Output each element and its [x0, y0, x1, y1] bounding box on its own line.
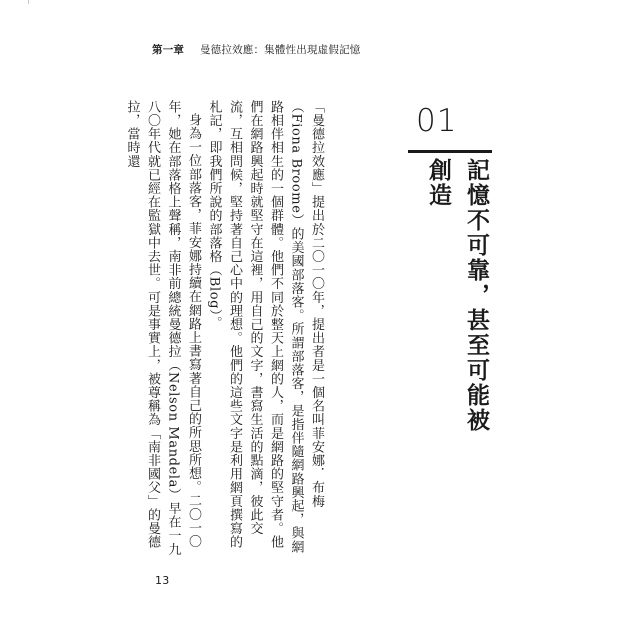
section-title: 記憶不可靠，甚至可能被創造: [425, 158, 490, 433]
body-paragraph: 身為一位部落客，菲安娜持續在網路上書寫著自己的所思所想。二〇一〇年，她在部落格上聲稱，南非前總統曼德拉（Nelson Mandela）早在一九八〇年代就已經在監獄中去世。可是事實上，被尊稱為「南非國父」的曼德拉，當時還: [124, 100, 201, 556]
section-number: 01: [416, 103, 458, 139]
body-text: [124, 100, 326, 558]
running-head: [152, 42, 360, 57]
body-paragraph: 「曼德拉效應」提出於二〇一〇年，提出者是一個名叫菲安娜．布梅（Fiona Broome）的美國部落客。所謂部落客，是指伴隨網路興起，與網路相伴相生的一個群體。他們不同於整天上網的人，而是網路的堅守者。他們在網路興起時就堅守在這裡，用自己的文字，書寫生活的點滴，彼此交流，互相問候，堅持著自己心中的理想。他們的這些文字是利用網頁撰寫的札記，即我們所說的部落格（Blog）。: [206, 100, 324, 554]
crop-mark: [28, 0, 35, 4]
running-head-chapter: 第一章: [152, 44, 185, 56]
page-number: 13: [155, 574, 170, 587]
section-divider: [408, 150, 492, 153]
running-head-title: 曼德拉效應：集體性出現虛假記憶: [199, 44, 361, 56]
